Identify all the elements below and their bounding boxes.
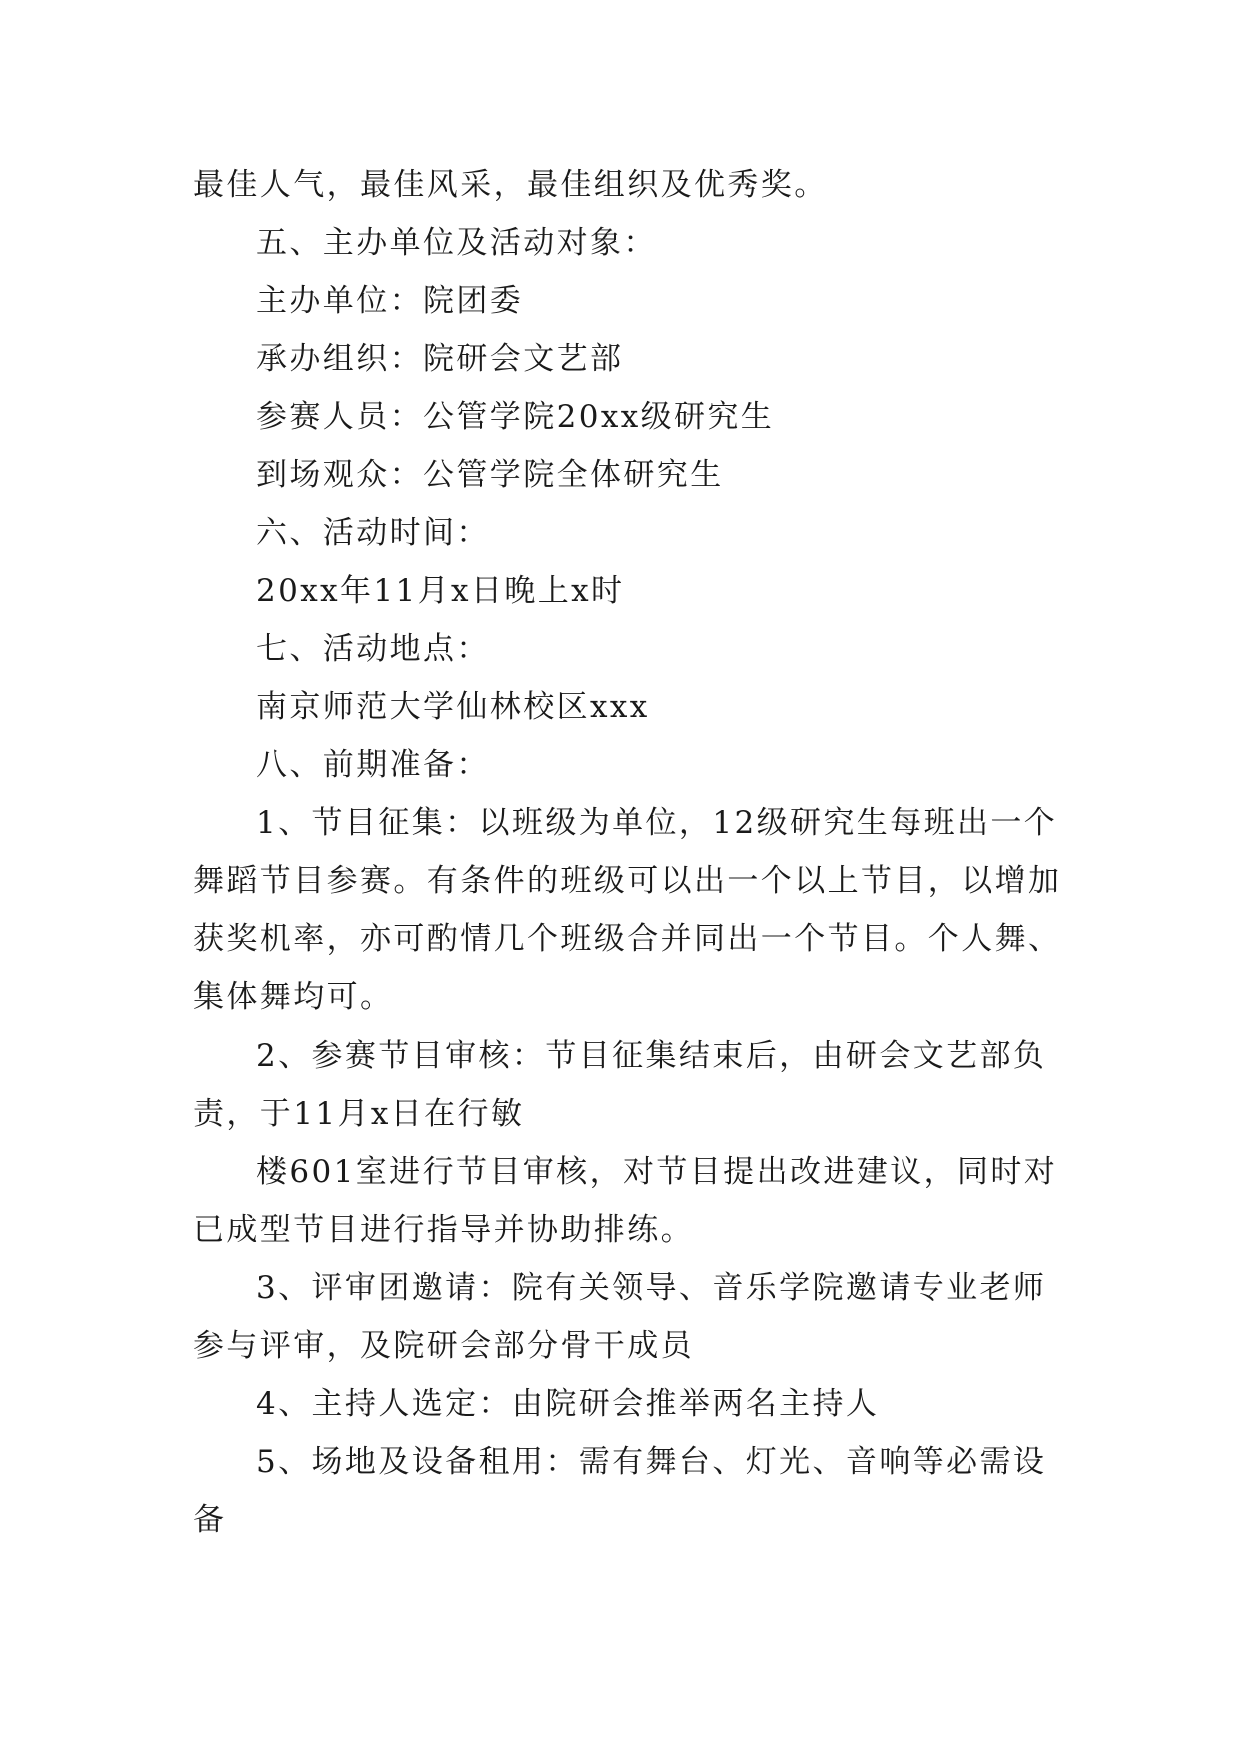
item-three-line-2: 参与评审，及院研会部分骨干成员 (193, 1328, 694, 1364)
award-list-line: 最佳人气，最佳风采，最佳组织及优秀奖。 (193, 167, 828, 203)
item-two-line-1: 2、参赛节目审核：节目征集结束后，由研会文艺部负 (256, 1038, 1047, 1074)
organizer-line: 主办单位：院团委 (256, 283, 524, 319)
item-three-line-1: 3、评审团邀请：院有关领导、音乐学院邀请专业老师 (256, 1270, 1047, 1306)
event-location-line: 南京师范大学仙林校区xxx (256, 689, 650, 725)
undertaker-line: 承办组织：院研会文艺部 (256, 341, 624, 377)
item-one-line-4: 集体舞均可。 (193, 979, 394, 1015)
item-two-line-4: 已成型节目进行指导并协助排练。 (193, 1212, 694, 1248)
event-time-line: 20xx年11月x日晚上x时 (256, 573, 625, 609)
item-five-line-2: 备 (193, 1502, 227, 1538)
section-five-heading: 五、主办单位及活动对象： (256, 225, 657, 261)
section-six-heading: 六、活动时间： (256, 515, 490, 551)
item-one-line-2: 舞蹈节目参赛。有条件的班级可以出一个以上节目，以增加 (193, 863, 1062, 899)
item-two-line-3: 楼601室进行节目审核，对节目提出改进建议，同时对 (256, 1154, 1058, 1190)
audience-line: 到场观众：公管学院全体研究生 (256, 457, 724, 493)
participants-line: 参赛人员：公管学院20xx级研究生 (256, 399, 775, 435)
section-eight-heading: 八、前期准备： (256, 747, 490, 783)
item-two-line-2: 责，于11月x日在行敏 (193, 1096, 525, 1132)
item-one-line-1: 1、节目征集：以班级为单位，12级研究生每班出一个 (256, 805, 1058, 841)
item-five-line-1: 5、场地及设备租用：需有舞台、灯光、音响等必需设 (256, 1444, 1047, 1480)
item-one-line-3: 获奖机率，亦可酌情几个班级合并同出一个节目。个人舞、 (193, 921, 1062, 957)
section-seven-heading: 七、活动地点： (256, 631, 490, 667)
item-four-line: 4、主持人选定：由院研会推举两名主持人 (256, 1386, 880, 1422)
